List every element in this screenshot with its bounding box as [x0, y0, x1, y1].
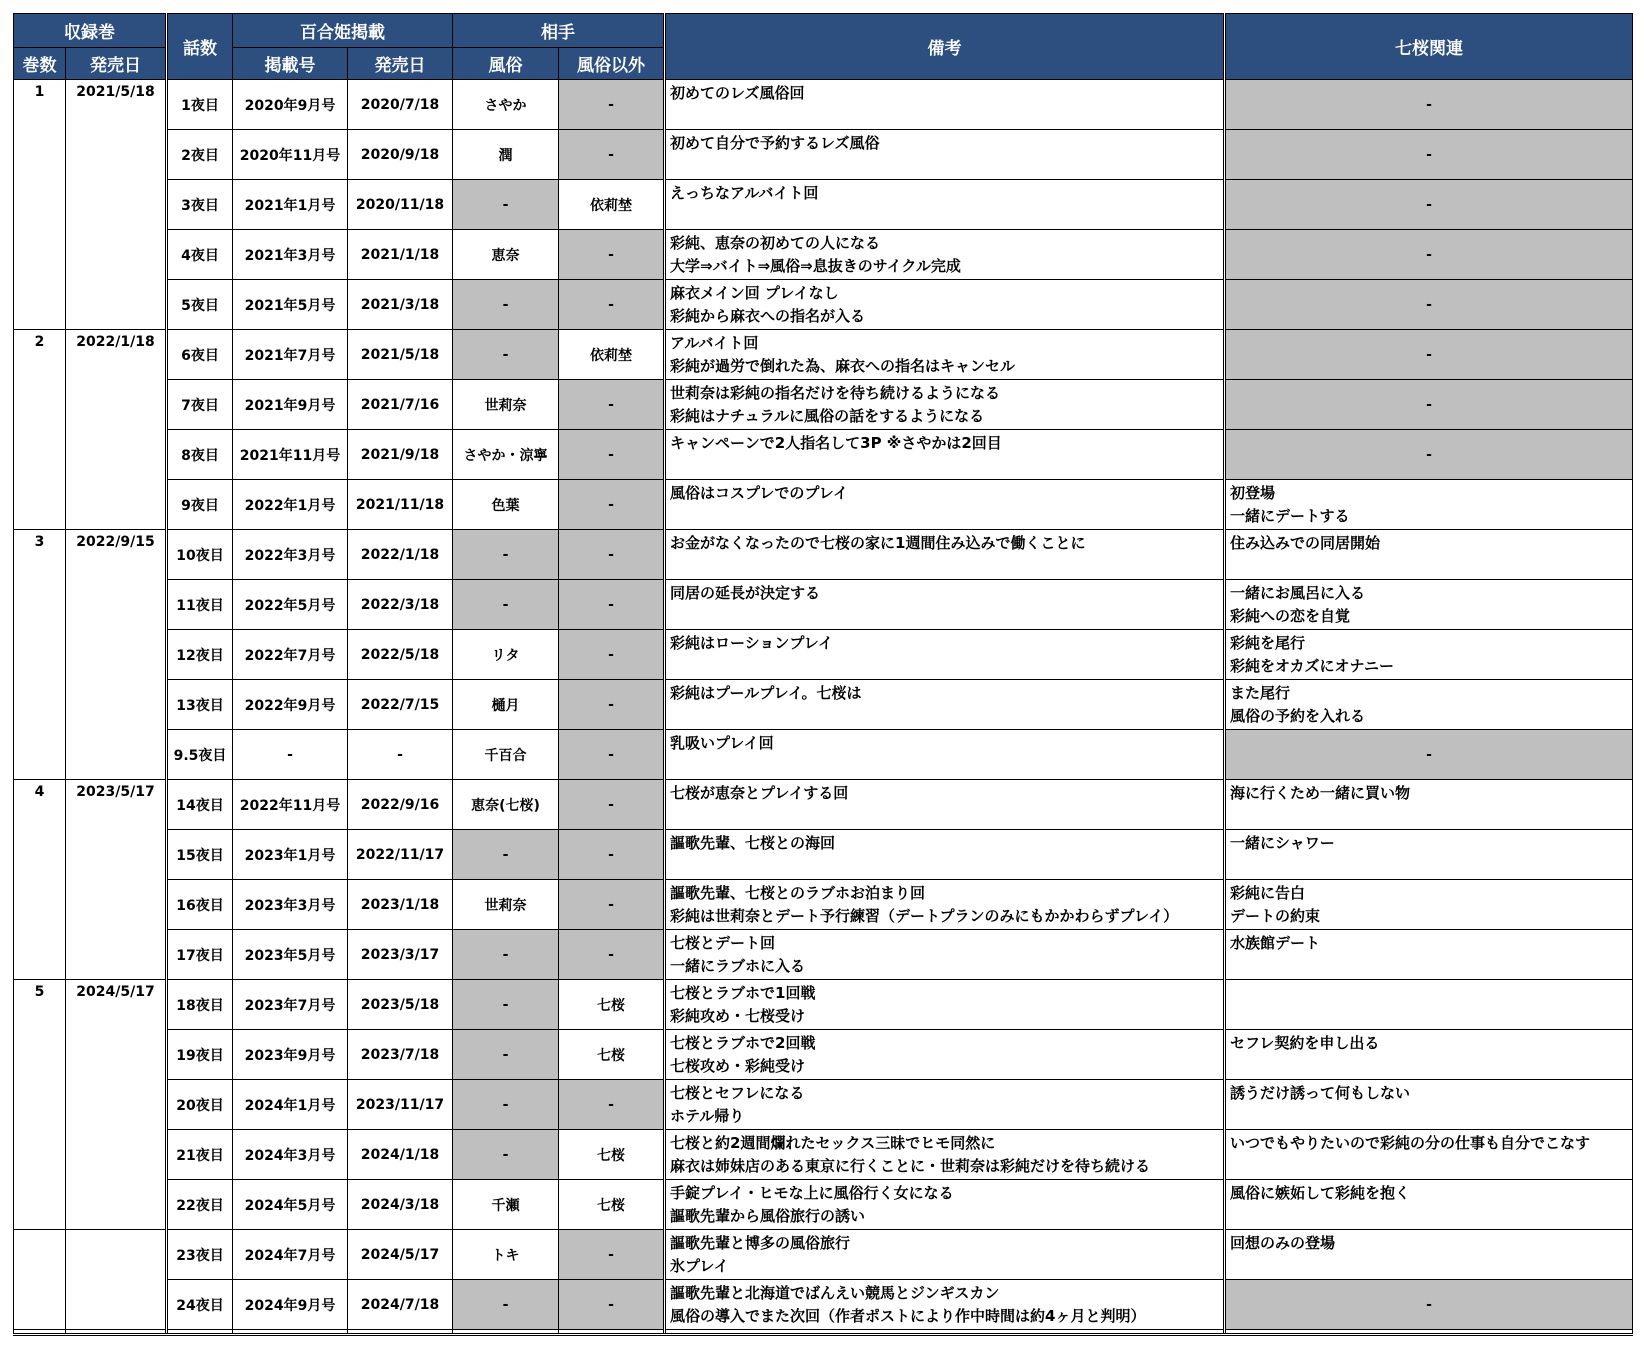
notes-cell [665, 1080, 1225, 1130]
notes-line: 風俗はコスプレでのプレイ [670, 484, 849, 502]
nanao-line: 彩純をオカズにオナニー [1230, 657, 1394, 675]
episode-cell: 18夜目 [167, 980, 233, 1030]
partner-other-cell: - [559, 1230, 665, 1280]
partner-other-cell: 依莉埜 [559, 180, 665, 230]
nanao-line: 彩純への恋を自覚 [1230, 607, 1351, 625]
nanao-cell: - [1225, 230, 1633, 280]
notes-line: 謳歌先輩と博多の風俗旅行 [670, 1234, 851, 1252]
notes-cell [665, 730, 1225, 780]
notes-line: 彩純はナチュラルに風俗の話をするようになる [670, 407, 985, 425]
notes-line: 七桜とラブホで1回戦 [670, 984, 816, 1002]
magazine-release-cell: 2021/9/18 [348, 430, 453, 480]
notes-line: 彩純が過労で倒れた為、麻衣への指名はキャンセル [670, 357, 1016, 375]
partner-fuzoku-cell: 潤 [453, 130, 559, 180]
notes-cell [665, 180, 1225, 230]
notes-line: 謳歌先輩から風俗旅行の誘い [670, 1207, 866, 1225]
magazine-issue-cell: 2024年7月号 [233, 1230, 348, 1280]
magazine-release-cell: 2021/7/16 [348, 380, 453, 430]
table-row [14, 1130, 1633, 1180]
magazine-release-cell: 2022/5/18 [348, 630, 453, 680]
episode-cell: 19夜目 [167, 1030, 233, 1080]
header-partner-group: 相手 [453, 14, 665, 48]
magazine-issue-cell: - [233, 730, 348, 780]
partner-other-cell: 七桜 [559, 1130, 665, 1180]
notes-line: 風俗の導入でまた次回（作者ポストにより作中時間は約4ヶ月と判明） [670, 1307, 1146, 1325]
magazine-issue-cell: 2020年11月号 [233, 130, 348, 180]
partner-other-cell: - [559, 580, 665, 630]
partner-other-cell: - [559, 280, 665, 330]
table-row [14, 780, 1633, 830]
notes-line: 大学⇒バイト⇒風俗⇒息抜きのサイクル完成 [670, 257, 961, 275]
nanao-cell: - [1225, 80, 1633, 130]
notes-line: 彩純はローションプレイ [670, 634, 834, 652]
magazine-release-cell: 2024/5/17 [348, 1230, 453, 1280]
episode-cell: 7夜目 [167, 380, 233, 430]
empty-cell [348, 1330, 453, 1335]
notes-cell [665, 80, 1225, 130]
notes-cell [665, 280, 1225, 330]
magazine-release-cell: 2022/11/17 [348, 830, 453, 880]
nanao-line: 彩純を尾行 [1230, 634, 1306, 652]
nanao-line: また尾行 [1230, 684, 1291, 702]
notes-line: 氷プレイ [670, 1257, 729, 1275]
notes-line: 謳歌先輩、七桜とのラブホお泊まり回 [670, 884, 926, 902]
notes-cell [665, 780, 1225, 830]
partner-fuzoku-cell: - [453, 980, 559, 1030]
nanao-cell [1225, 530, 1633, 580]
header-volume-release: 発売日 [66, 48, 167, 80]
header-partner-other: 風俗以外 [559, 48, 665, 80]
partner-other-cell: 依莉埜 [559, 330, 665, 380]
partner-other-cell: - [559, 1080, 665, 1130]
nanao-line: セフレ契約を申し出る [1230, 1034, 1380, 1052]
notes-line: 彩純は世莉奈とデート予行練習（デートプランのみにもかかわらずプレイ） [670, 907, 1179, 925]
notes-cell [665, 1280, 1225, 1330]
notes-cell [665, 830, 1225, 880]
notes-line: 一緒にラブホに入る [670, 957, 806, 975]
header-magazine-issue: 掲載号 [233, 48, 348, 80]
notes-line: 麻衣は姉妹店のある東京に行くことに・世莉奈は彩純だけを待ち続ける [670, 1157, 1151, 1175]
nanao-cell [1225, 1030, 1633, 1080]
nanao-cell: - [1225, 180, 1633, 230]
notes-line: 謳歌先輩と北海道でばんえい競馬とジンギスカン [670, 1284, 1000, 1302]
volume-release-cell: 2021/5/18 [66, 80, 167, 330]
partner-other-cell: - [559, 730, 665, 780]
partner-fuzoku-cell: トキ [453, 1230, 559, 1280]
header-row-top [14, 14, 1633, 48]
notes-line: 世莉奈は彩純の指名だけを待ち続けるようになる [670, 384, 1001, 402]
header-episode: 話数 [167, 14, 233, 80]
nanao-line: 彩純に告白 [1230, 884, 1306, 902]
nanao-cell [1225, 930, 1633, 980]
partner-fuzoku-cell: - [453, 1130, 559, 1180]
table-row [14, 580, 1633, 630]
magazine-issue-cell: 2022年5月号 [233, 580, 348, 630]
partner-other-cell: - [559, 1280, 665, 1330]
notes-line: お金がなくなったので七桜の家に1週間住み込みで働くことに [670, 534, 1086, 552]
magazine-release-cell: 2022/7/15 [348, 680, 453, 730]
volume-number-cell: 5 [14, 980, 66, 1230]
magazine-issue-cell: 2021年7月号 [233, 330, 348, 380]
notes-cell [665, 130, 1225, 180]
episode-cell: 8夜目 [167, 430, 233, 480]
magazine-release-cell: 2022/1/18 [348, 530, 453, 580]
magazine-issue-cell: 2022年11月号 [233, 780, 348, 830]
partner-fuzoku-cell: - [453, 930, 559, 980]
table-row [14, 1030, 1633, 1080]
episode-cell: 6夜目 [167, 330, 233, 380]
episode-cell: 11夜目 [167, 580, 233, 630]
partner-other-cell: - [559, 830, 665, 880]
notes-cell [665, 1130, 1225, 1180]
header-magazine-group: 百合姫掲載 [233, 14, 453, 48]
table-row [14, 430, 1633, 480]
partner-fuzoku-cell: 世莉奈 [453, 380, 559, 430]
partner-fuzoku-cell: - [453, 1030, 559, 1080]
header-volume-number: 巻数 [14, 48, 66, 80]
table-row [14, 1280, 1633, 1330]
notes-line: 彩純、恵奈の初めての人になる [670, 234, 881, 252]
magazine-issue-cell: 2021年9月号 [233, 380, 348, 430]
episode-cell: 12夜目 [167, 630, 233, 680]
partner-fuzoku-cell: 恵奈 [453, 230, 559, 280]
episode-cell: 17夜目 [167, 930, 233, 980]
notes-line: 麻衣メイン回 プレイなし [670, 284, 839, 302]
nanao-cell: - [1225, 430, 1633, 480]
partner-other-cell: - [559, 780, 665, 830]
notes-line: 手錠プレイ・ヒモな上に風俗行く女になる [670, 1184, 954, 1202]
nanao-line: 風俗に嫉妬して彩純を抱く [1230, 1184, 1411, 1202]
notes-line: アルバイト回 [670, 334, 759, 352]
table-row [14, 1080, 1633, 1130]
volume-release-cell: 2022/9/15 [66, 530, 167, 780]
notes-line: ホテル帰り [670, 1107, 745, 1125]
volume-release-cell: 2022/1/18 [66, 330, 167, 530]
magazine-issue-cell: 2021年5月号 [233, 280, 348, 330]
magazine-issue-cell: 2024年9月号 [233, 1280, 348, 1330]
table-row [14, 680, 1633, 730]
partner-fuzoku-cell: リタ [453, 630, 559, 680]
notes-cell [665, 530, 1225, 580]
nanao-cell [1225, 880, 1633, 930]
header-volume-group: 収録巻 [14, 14, 167, 48]
table-row [14, 630, 1633, 680]
partner-other-cell: 七桜 [559, 1180, 665, 1230]
episode-cell: 15夜目 [167, 830, 233, 880]
volume-number-cell: 2 [14, 330, 66, 530]
partner-other-cell: - [559, 80, 665, 130]
empty-cell [14, 1330, 66, 1335]
nanao-cell [1225, 1080, 1633, 1130]
notes-cell [665, 580, 1225, 630]
partner-fuzoku-cell: 恵奈(七桜) [453, 780, 559, 830]
magazine-release-cell: 2024/1/18 [348, 1130, 453, 1180]
magazine-release-cell: 2022/9/16 [348, 780, 453, 830]
notes-cell [665, 480, 1225, 530]
notes-cell [665, 430, 1225, 480]
magazine-issue-cell: 2023年9月号 [233, 1030, 348, 1080]
episode-cell: 9.5夜目 [167, 730, 233, 780]
nanao-line: 一緒にお風呂に入る [1230, 584, 1366, 602]
table-row [14, 530, 1633, 580]
table-row [14, 930, 1633, 980]
nanao-line: 風俗の予約を入れる [1230, 707, 1366, 725]
notes-cell [665, 1030, 1225, 1080]
partner-other-cell: - [559, 530, 665, 580]
magazine-release-cell: 2021/3/18 [348, 280, 453, 330]
nanao-cell [1225, 630, 1633, 680]
table-body [14, 80, 1633, 1335]
nanao-line: 水族館デート [1230, 934, 1321, 952]
magazine-issue-cell: 2020年9月号 [233, 80, 348, 130]
magazine-issue-cell: 2024年3月号 [233, 1130, 348, 1180]
partner-fuzoku-cell: 世莉奈 [453, 880, 559, 930]
magazine-release-cell: 2024/3/18 [348, 1180, 453, 1230]
table-row [14, 230, 1633, 280]
magazine-release-cell: 2020/7/18 [348, 80, 453, 130]
nanao-line: 一緒にデートする [1230, 507, 1350, 525]
notes-line: えっちなアルバイト回 [670, 184, 819, 202]
magazine-issue-cell: 2024年5月号 [233, 1180, 348, 1230]
partner-other-cell: - [559, 680, 665, 730]
magazine-issue-cell: 2022年7月号 [233, 630, 348, 680]
episode-cell: 14夜目 [167, 780, 233, 830]
empty-cell [559, 1330, 665, 1335]
table-row-partial [14, 1330, 1633, 1335]
empty-cell [167, 1330, 233, 1335]
partner-fuzoku-cell: - [453, 180, 559, 230]
episode-cell: 22夜目 [167, 1180, 233, 1230]
notes-cell [665, 880, 1225, 930]
magazine-issue-cell: 2021年3月号 [233, 230, 348, 280]
table-row [14, 730, 1633, 780]
nanao-cell [1225, 830, 1633, 880]
volume-release-cell [66, 1230, 167, 1330]
magazine-issue-cell: 2023年3月号 [233, 880, 348, 930]
magazine-issue-cell: 2023年7月号 [233, 980, 348, 1030]
partner-other-cell: - [559, 930, 665, 980]
table-row [14, 180, 1633, 230]
partner-other-cell: - [559, 380, 665, 430]
episode-cell: 13夜目 [167, 680, 233, 730]
volume-number-cell: 4 [14, 780, 66, 980]
nanao-line: 初登場 [1230, 484, 1276, 502]
partner-fuzoku-cell: さやか [453, 80, 559, 130]
partner-fuzoku-cell: 樋月 [453, 680, 559, 730]
notes-cell [665, 980, 1225, 1030]
table-row [14, 1180, 1633, 1230]
magazine-issue-cell: 2021年11月号 [233, 430, 348, 480]
notes-line: 七桜と約2週間爛れたセックス三昧でヒモ同然に [670, 1134, 996, 1152]
magazine-release-cell: - [348, 730, 453, 780]
table-header [14, 14, 1633, 80]
notes-cell [665, 330, 1225, 380]
partner-fuzoku-cell: - [453, 530, 559, 580]
episode-cell: 21夜目 [167, 1130, 233, 1180]
magazine-release-cell: 2020/9/18 [348, 130, 453, 180]
magazine-release-cell: 2024/7/18 [348, 1280, 453, 1330]
magazine-release-cell: 2023/5/18 [348, 980, 453, 1030]
magazine-issue-cell: 2023年1月号 [233, 830, 348, 880]
magazine-issue-cell: 2024年1月号 [233, 1080, 348, 1130]
volume-number-cell [14, 1230, 66, 1330]
header-partner-fuzoku: 風俗 [453, 48, 559, 80]
magazine-issue-cell: 2022年9月号 [233, 680, 348, 730]
header-nanao: 七桜関連 [1225, 14, 1633, 80]
notes-line: 初めてのレズ風俗回 [670, 84, 805, 102]
notes-cell [665, 1180, 1225, 1230]
nanao-line: 回想のみの登場 [1230, 1234, 1336, 1252]
empty-cell [233, 1330, 348, 1335]
volume-release-cell: 2024/5/17 [66, 980, 167, 1230]
table-row [14, 130, 1633, 180]
notes-cell [665, 230, 1225, 280]
magazine-issue-cell: 2022年1月号 [233, 480, 348, 530]
nanao-cell [1225, 580, 1633, 630]
notes-line: 初めて自分で予約するレズ風俗 [670, 134, 880, 152]
table-row [14, 980, 1633, 1030]
notes-line: 同居の延長が決定する [670, 584, 821, 602]
partner-fuzoku-cell: - [453, 1080, 559, 1130]
nanao-cell: - [1225, 330, 1633, 380]
partner-other-cell: - [559, 230, 665, 280]
partner-other-cell: - [559, 430, 665, 480]
nanao-cell [1225, 680, 1633, 730]
magazine-issue-cell: 2023年5月号 [233, 930, 348, 980]
empty-cell [453, 1330, 559, 1335]
nanao-line: 海に行くため一緒に買い物 [1230, 784, 1411, 802]
episode-cell: 2夜目 [167, 130, 233, 180]
header-notes: 備考 [665, 14, 1225, 80]
episode-table [13, 13, 1633, 1336]
volume-release-cell: 2023/5/17 [66, 780, 167, 980]
partner-other-cell: - [559, 480, 665, 530]
episode-cell: 1夜目 [167, 80, 233, 130]
partner-fuzoku-cell: - [453, 580, 559, 630]
nanao-cell: - [1225, 380, 1633, 430]
nanao-cell: - [1225, 280, 1633, 330]
notes-cell [665, 380, 1225, 430]
partner-fuzoku-cell: 千百合 [453, 730, 559, 780]
nanao-cell: - [1225, 730, 1633, 780]
partner-fuzoku-cell: - [453, 1280, 559, 1330]
magazine-release-cell: 2023/7/18 [348, 1030, 453, 1080]
notes-line: 七桜が恵奈とプレイする回 [670, 784, 849, 802]
episode-cell: 9夜目 [167, 480, 233, 530]
episode-cell: 4夜目 [167, 230, 233, 280]
empty-cell [1225, 1330, 1633, 1335]
volume-number-cell: 1 [14, 80, 66, 330]
magazine-release-cell: 2023/3/17 [348, 930, 453, 980]
magazine-issue-cell: 2021年1月号 [233, 180, 348, 230]
notes-line: 七桜とラブホで2回戦 [670, 1034, 816, 1052]
nanao-line: いつでもやりたいので彩純の分の仕事も自分でこなす [1230, 1134, 1591, 1152]
episode-cell: 3夜目 [167, 180, 233, 230]
nanao-cell [1225, 1130, 1633, 1180]
episode-cell: 10夜目 [167, 530, 233, 580]
table-row [14, 1230, 1633, 1280]
nanao-line: デートの約束 [1230, 907, 1321, 925]
episode-cell: 20夜目 [167, 1080, 233, 1130]
partner-fuzoku-cell: - [453, 280, 559, 330]
nanao-cell [1225, 480, 1633, 530]
nanao-cell [1225, 780, 1633, 830]
nanao-cell [1225, 1230, 1633, 1280]
table-row [14, 480, 1633, 530]
episode-cell: 24夜目 [167, 1280, 233, 1330]
partner-fuzoku-cell: - [453, 330, 559, 380]
notes-cell [665, 630, 1225, 680]
notes-line: 彩純はプールプレイ。七桜は [670, 684, 862, 702]
notes-cell [665, 930, 1225, 980]
notes-line: 彩純攻め・七桜受け [670, 1007, 806, 1025]
partner-fuzoku-cell: 色葉 [453, 480, 559, 530]
partner-fuzoku-cell: 千瀬 [453, 1180, 559, 1230]
episode-cell: 16夜目 [167, 880, 233, 930]
nanao-cell [1225, 1180, 1633, 1230]
magazine-release-cell: 2021/1/18 [348, 230, 453, 280]
table-row [14, 80, 1633, 130]
magazine-issue-cell: 2022年3月号 [233, 530, 348, 580]
episode-cell: 5夜目 [167, 280, 233, 330]
nanao-line: 誘うだけ誘って何もしない [1230, 1084, 1411, 1102]
partner-other-cell: - [559, 630, 665, 680]
magazine-release-cell: 2023/11/17 [348, 1080, 453, 1130]
magazine-release-cell: 2022/3/18 [348, 580, 453, 630]
table-row [14, 280, 1633, 330]
partner-fuzoku-cell: さやか・涼寧 [453, 430, 559, 480]
notes-cell [665, 680, 1225, 730]
nanao-line: 一緒にシャワー [1230, 834, 1335, 852]
table-row [14, 880, 1633, 930]
notes-line: 乳吸いプレイ回 [670, 734, 774, 752]
nanao-cell [1225, 980, 1633, 1030]
partner-other-cell: - [559, 130, 665, 180]
empty-cell [665, 1330, 1225, 1335]
header-magazine-release: 発売日 [348, 48, 453, 80]
notes-line: 七桜とデート回 [670, 934, 776, 952]
episode-cell: 23夜目 [167, 1230, 233, 1280]
notes-line: 七桜攻め・彩純受け [670, 1057, 806, 1075]
notes-line: 謳歌先輩、七桜との海回 [670, 834, 836, 852]
table-row [14, 330, 1633, 380]
nanao-cell: - [1225, 130, 1633, 180]
volume-number-cell: 3 [14, 530, 66, 780]
magazine-release-cell: 2021/11/18 [348, 480, 453, 530]
magazine-release-cell: 2021/5/18 [348, 330, 453, 380]
notes-line: 七桜とセフレになる [670, 1084, 805, 1102]
empty-cell [66, 1330, 167, 1335]
magazine-release-cell: 2023/1/18 [348, 880, 453, 930]
partner-other-cell: - [559, 880, 665, 930]
table-row [14, 380, 1633, 430]
table-row [14, 830, 1633, 880]
partner-other-cell: 七桜 [559, 1030, 665, 1080]
magazine-release-cell: 2020/11/18 [348, 180, 453, 230]
notes-line: 彩純から麻衣への指名が入る [670, 307, 866, 325]
nanao-cell: - [1225, 1280, 1633, 1330]
nanao-line: 住み込みでの同居開始 [1230, 534, 1381, 552]
partner-other-cell: 七桜 [559, 980, 665, 1030]
notes-line: キャンペーンで2人指名して3P ※さやかは2回目 [670, 434, 1002, 452]
notes-cell [665, 1230, 1225, 1280]
partner-fuzoku-cell: - [453, 830, 559, 880]
